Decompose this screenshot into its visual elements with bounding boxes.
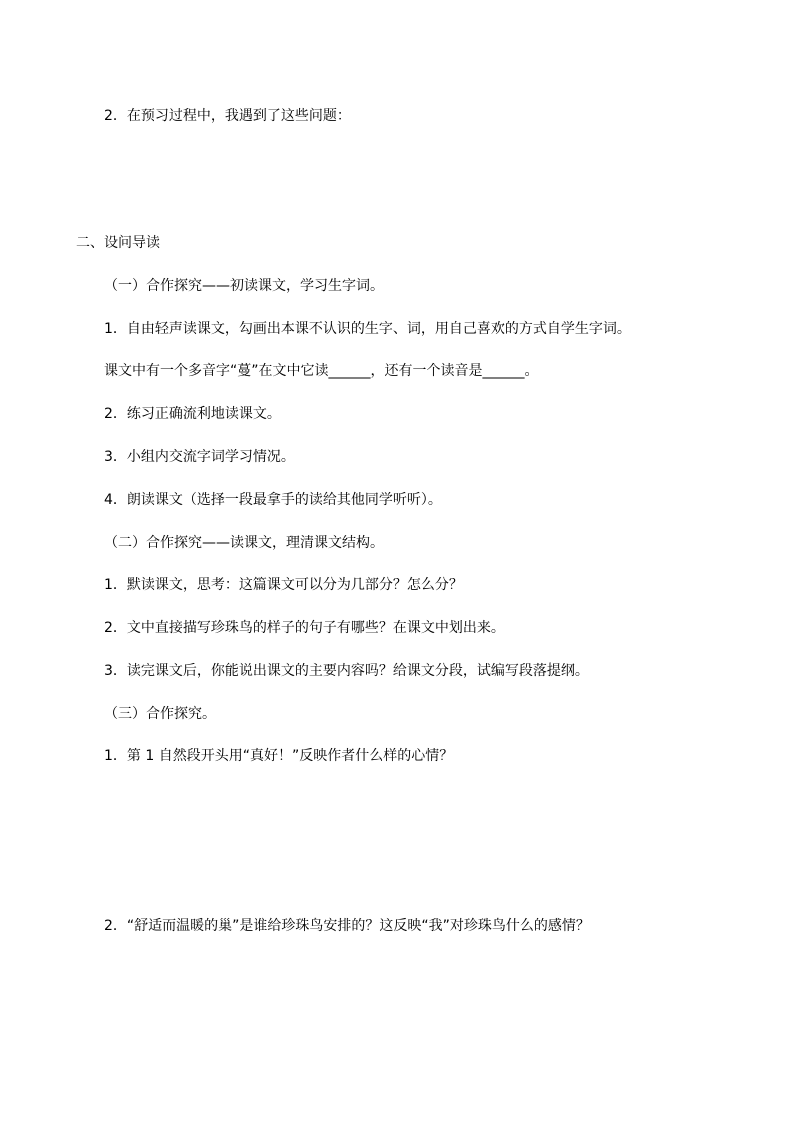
section-heading-guided-reading: 二、设问导读	[76, 235, 160, 251]
preview-question-2: 2．在预习过程中，我遇到了这些问题：	[104, 108, 351, 124]
part-1-item-2: 2．练习正确流利地读课文。	[104, 406, 281, 422]
part-1-item-4: 4．朗读课文（选择一段最拿手的读给其他同学听听）。	[104, 492, 442, 508]
part-3-title: （三）合作探究。	[104, 706, 216, 722]
part-2-title: （二）合作探究——读课文，理清课文结构。	[104, 535, 384, 551]
part-2-item-1: 1．默读课文，思考：这篇课文可以分为几部分？怎么分？	[104, 577, 463, 593]
part-1-item-3: 3．小组内交流字词学习情况。	[104, 449, 295, 465]
part-2-item-2: 2．文中直接描写珍珠鸟的样子的句子有哪些？在课文中划出来。	[104, 620, 505, 636]
part-1-item-1-fill-blank: 课文中有一个多音字“蔓”在文中它读______，还有一个读音是______。	[104, 363, 539, 379]
part-1-title: （一）合作探究——初读课文，学习生字词。	[104, 278, 384, 294]
part-3-item-1: 1．第 1 自然段开头用“真好！”反映作者什么样的心情？	[104, 748, 454, 764]
part-2-item-3: 3．读完课文后，你能说出课文的主要内容吗？给课文分段，试编写段落提纲。	[104, 663, 589, 679]
part-1-item-1: 1．自由轻声读课文，勾画出本课不认识的生字、词，用自己喜欢的方式自学生字词。	[104, 321, 631, 337]
part-3-item-2: 2．“舒适而温暖的巢”是谁给珍珠鸟安排的？这反映“我”对珍珠鸟什么的感情？	[104, 918, 590, 934]
